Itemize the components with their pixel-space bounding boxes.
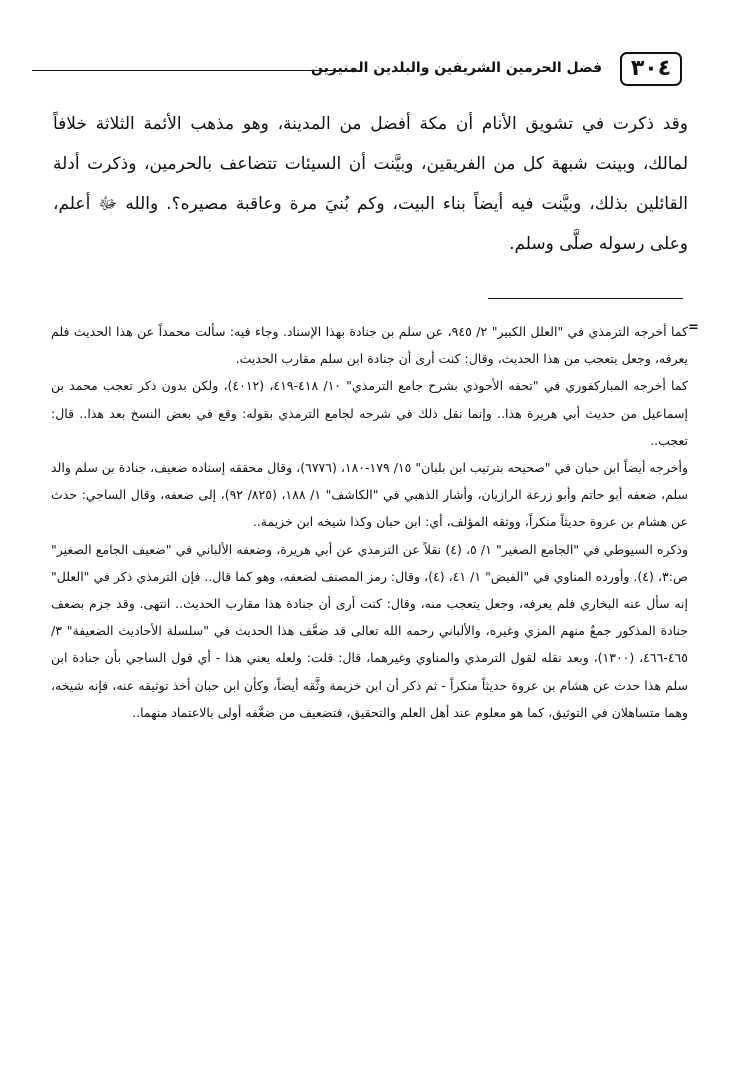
footnotes: [51, 318, 688, 726]
footnote-separator: [488, 298, 683, 299]
main-body: [53, 104, 688, 264]
footnote-paragraph: وأخرجه أيضاً ابن حبان في "صحيحه بترتيب ابن بلبان" ١٥/ ١٧٩-١٨٠، (٦٧٧٦)، وقال محققه إسناده ضعيف، جنادة بن سلم والد سلم، ضعفه أبو حاتم وأبو زرعة الرازيان، وأشار الذهبي في "الكاشف" ١/ ١٨٨، (٨٢٥/ ٩٢)، إلى ضعفه، وقال الساجي: حدث عن هشام بن عروة حديثاً منكراً، ووثقه المؤلف، أي: ابن حبان وكذا شيخه ابن خزيمة..: [51, 460, 689, 530]
footnote-paragraph: كما أخرجه الترمذي في "العلل الكبير" ٢/ ٩٤٥، عن سلم بن جنادة بهذا الإسناد. وجاء فيه: سألت محمداً عن هذا الحديث فلم يعرفه، وجعل يتعجب من هذا الحديث، وقال: كنت أرى أن جنادة ابن سلم مقارب الحديث.: [51, 324, 688, 367]
footnote-paragraph: وذكره السيوطي في "الجامع الصغير" ١/ ٥، (٤) نقلاً عن الترمذي عن أبي هريرة، وضعفه الألباني في "ضعيف الجامع الصغير" ص:٣، (٤). وأورده المناوي في "الفيض" ١/ ٤١، (٤)، وقال: رمز المصنف لضعفه، وهو كما قال.. فإن الترمذي ذكر في "العلل" إنه سأل عنه البخاري فلم يعرفه، وجعل يتعجب منه، وقال: كنت أرى أن جنادة هذا مقارب الحديث.. انتهى. وقد جزم بضعف جنادة المذكور جمعٌ منهم المزي وغيره، والألباني رحمه الله تعالى قد ضعَّف هذا الحديث في "سلسلة الأحاديث الضعيفة" ٣/ ٤٦٥-٤٦٦، (١٣٠٠)، وبعد نقله لقول الترمذي والمناوي وغيرهما، قال: قلت: ولعله يعني هذا - أي قول الساجي بأن جنادة ابن سلم هذا حدث عن هشام بن عروة حديثاً منكراً - ثم ذكر أن ابن خزيمة وثَّقه أيضاً، وكأن ابن حبان أخذ توثيقه عنه، فإنه شيخه، وهما متساهلان في التوثيق، كما هو معلوم عند أهل العلم والتحقيق، فتضعيف من ضعَّفه أولى بالاعتماد منهما..: [51, 541, 689, 720]
header-divider: [32, 70, 354, 71]
footnote-continuation-marker: =: [688, 320, 699, 335]
running-header: [32, 52, 682, 92]
main-paragraph: وقد ذكرت في تشويق الأنام أن مكة أفضل من المدينة، وهو مذهب الأئمة الثلاثة خلافاً لمالك، وبينت شبهة كل من الفريقين، وبيَّنت أن السيئات تتضاعف بالحرمين، وذكرت أدلة القائلين بذلك، وبيَّنت فيه أيضاً بناء البيت، وكم بُنيَ مرة وعاقبة مصيره؟. والله ﷻ أعلم، وعلى رسوله صلَّى وسلم.: [53, 114, 688, 254]
running-title: فضل الحرمين الشريفين والبلدين المنيرين: [310, 60, 602, 76]
footnote-paragraph: كما أخرجه المباركفوري في "تحفه الأحوذي بشرح جامع الترمذي" ١٠/ ٤١٨-٤١٩، (٤٠١٢)، ولكن بدون ذكر تعجب محمد بن إسماعيل من حديث أبي هريرة هذا.. وإنما نقل ذلك في شرحه لجامع الترمذي بقوله: وقع في بعض النسخ بعد هذا.. قال: تعجب..: [51, 378, 688, 448]
page-number: ٣٠٤: [620, 52, 682, 86]
